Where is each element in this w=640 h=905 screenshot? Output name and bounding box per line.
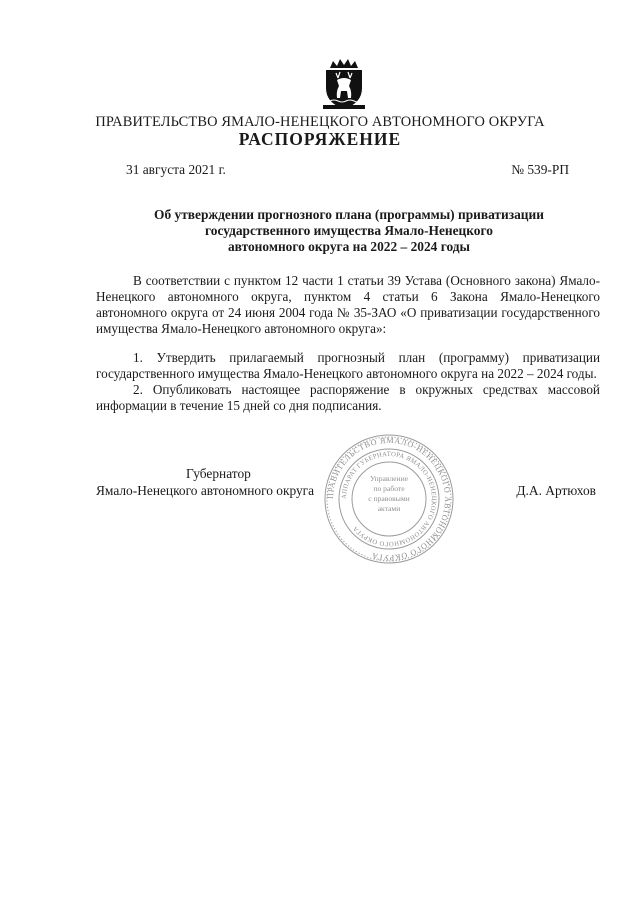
subject-line: Об утверждении прогнозного плана (программы) приватизации — [154, 207, 544, 222]
document-subject — [100, 207, 598, 255]
government-title: ПРАВИТЕЛЬСТВО ЯМАЛО-НЕНЕЦКОГО АВТОНОМНОГО ОКРУГА — [95, 114, 545, 130]
subject-line: автономного округа на 2022 – 2024 годы — [227, 239, 470, 254]
stamp-center-line: с правовыми — [368, 494, 410, 503]
signatory-name: Д.А. Артюхов — [516, 483, 596, 498]
stamp-center-line: по работе — [373, 484, 405, 493]
item-2-paragraph: 2. Опубликовать настоящее распоряжение в окружных средствах массовой информации в течение 15 дней со дня подписания. — [96, 382, 600, 413]
stamp-inner-text: АППАРАТ ГУБЕРНАТОРА ЯМАЛО-НЕНЕЦКОГО АВТОНОМНОГО ОКРУГА — [340, 450, 438, 548]
signatory-organization: Ямало-Ненецкого автономного округа — [96, 483, 315, 498]
official-stamp-icon — [323, 433, 455, 565]
signatory-title: Губернатор — [186, 466, 251, 481]
stamp-center-line: актами — [377, 504, 401, 513]
item-1-paragraph: 1. Утвердить прилагаемый прогнозный план (программу) приватизации государственного имущества Ямало-Ненецкого автономного округа на 2022 – 2024 годы. — [96, 350, 600, 381]
stamp-outer-text: ПРАВИТЕЛЬСТВО ЯМАЛО-НЕНЕЦКОГО АВТОНОМНОГО ОКРУГА — [325, 435, 453, 563]
document-type: РАСПОРЯЖЕНИЕ — [238, 129, 402, 149]
document-date: 31 августа 2021 г. — [126, 162, 226, 177]
document-number: № 539-РП — [511, 162, 569, 177]
preamble-paragraph: В соответствии с пунктом 12 части 1 статьи 39 Устава (Основного закона) Ямало-Ненецкого автономного округа, пунктом 4 статьи 6 Закона Ямало-Ненецкого автономного округа от 24 июня 2004 года № 35-ЗАО «О приватизации государственного имущества Ямало-Ненецкого автономного округа»: — [96, 273, 600, 336]
subject-line: государственного имущества Ямало-Ненецкого — [205, 223, 493, 238]
coat-of-arms-icon — [318, 58, 370, 110]
stamp-center-line: Управление — [369, 474, 409, 483]
document-body — [96, 273, 600, 414]
